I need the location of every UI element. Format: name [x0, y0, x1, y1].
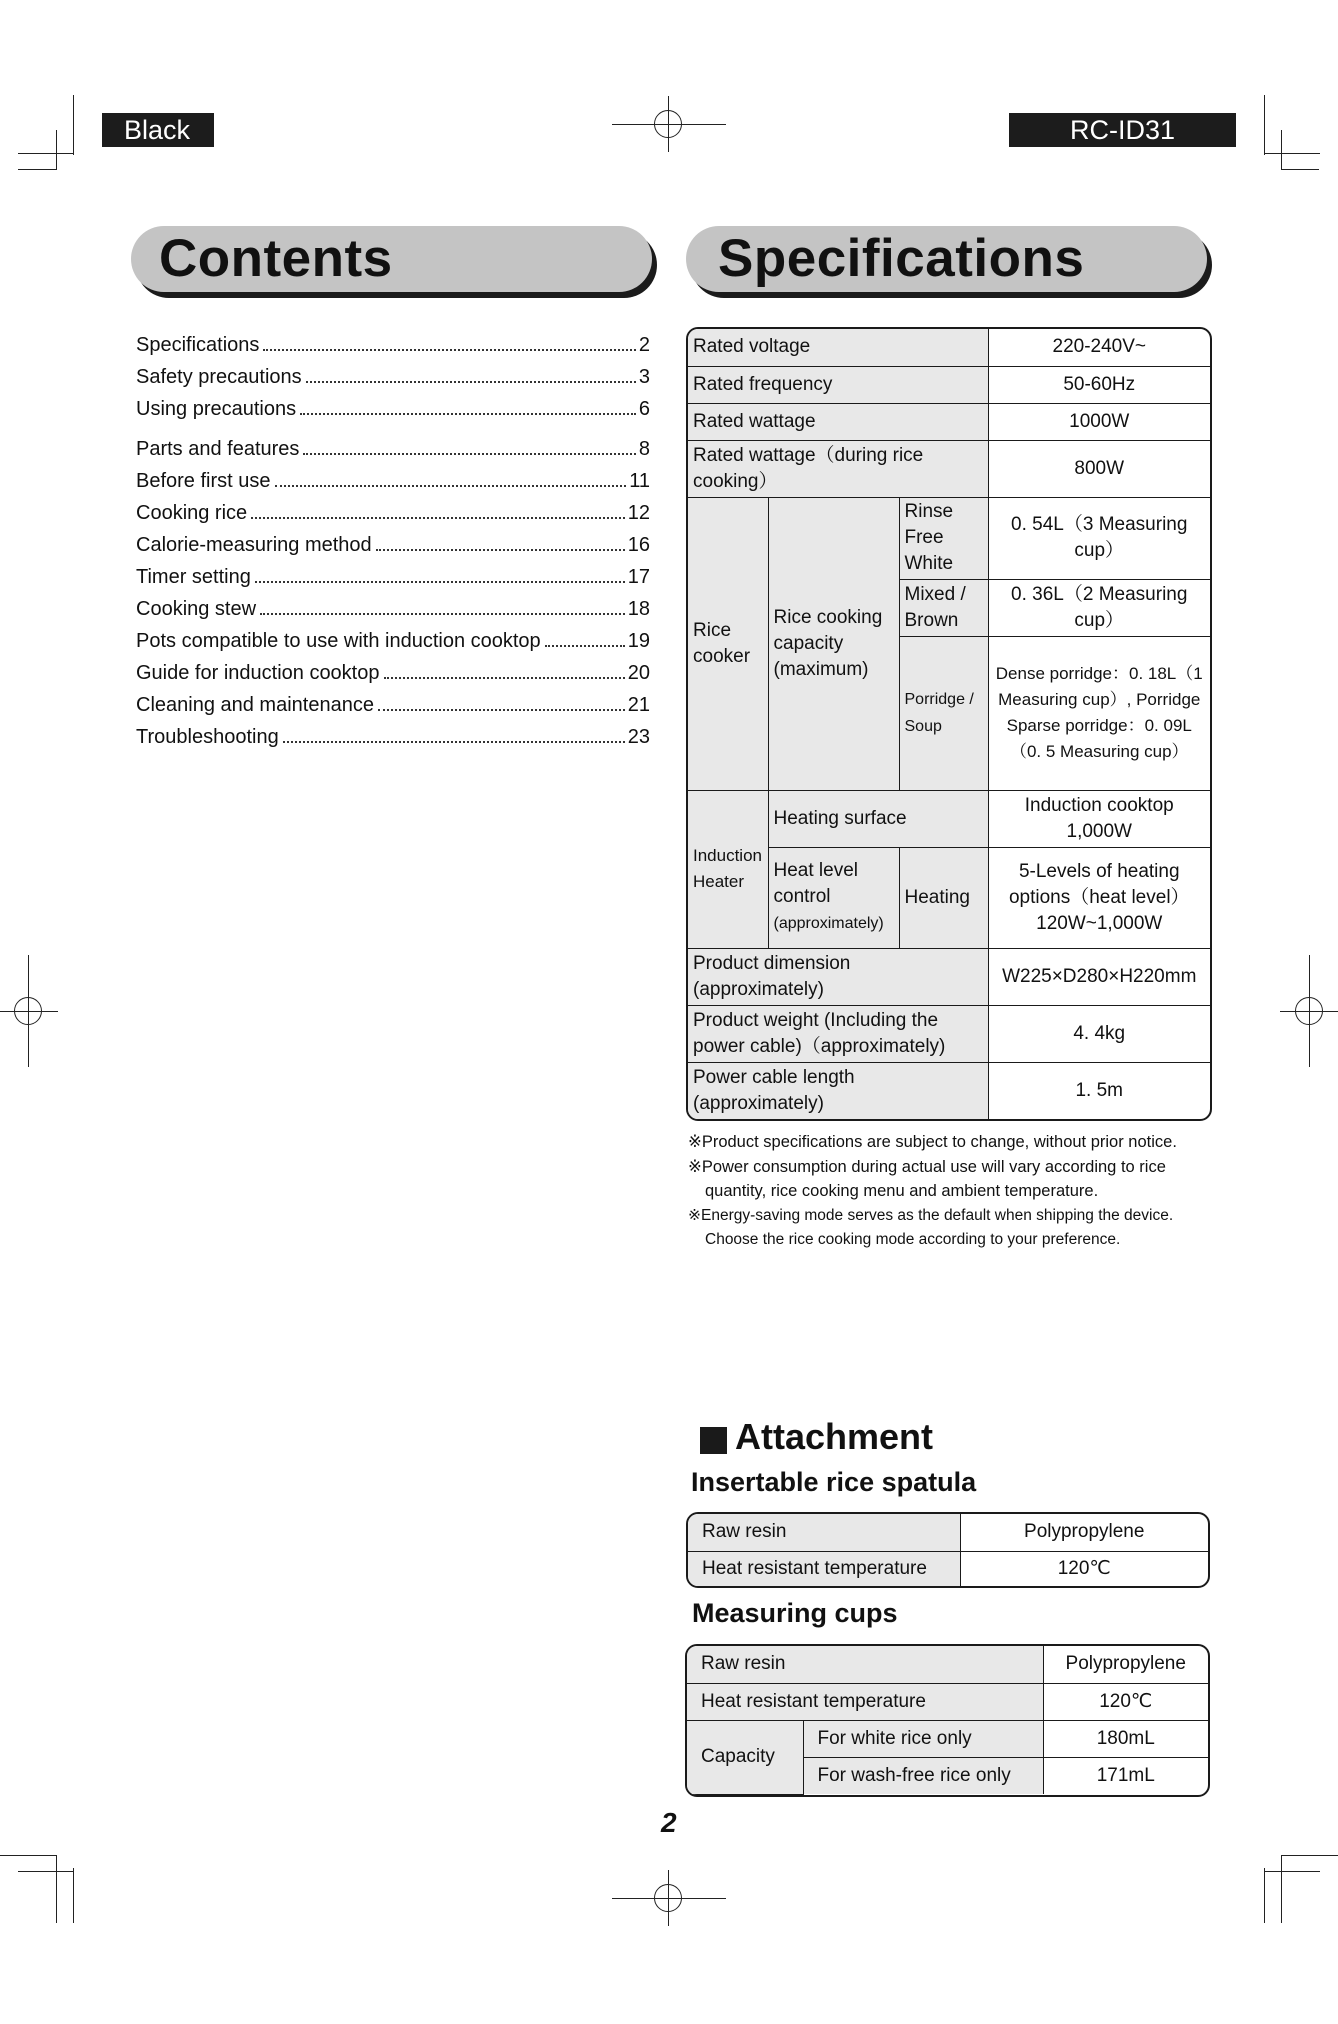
contents-item-page: 8: [638, 438, 650, 460]
cups-heat-label: Heat resistant temperature: [687, 1683, 1043, 1720]
white-rice-value: 180mL: [1043, 1720, 1208, 1757]
contents-item: [136, 438, 650, 470]
contents-item-page: 17: [627, 566, 650, 588]
cable-length-label: Power cable length (approximately): [688, 1062, 988, 1119]
contents-item-title: Cooking rice: [136, 502, 248, 524]
contents-item: [136, 334, 650, 366]
contents-item-page: 18: [627, 598, 650, 620]
contents-item-page: 23: [627, 726, 650, 748]
contents-item-title: Cooking stew: [136, 598, 257, 620]
spatula-resin-value: Polypropylene: [960, 1514, 1208, 1551]
heat-level-label: [768, 847, 899, 948]
contents-item-title: Cleaning and maintenance: [136, 694, 374, 716]
rated-wattage-cooking-label: Rated wattage（during rice cooking）: [688, 440, 988, 497]
contents-item: [136, 366, 650, 398]
contents-item: [136, 726, 650, 758]
contents-item-leader: [384, 677, 625, 679]
contents-item-title: Guide for induction cooktop: [136, 662, 380, 684]
contents-item-leader: [376, 549, 625, 551]
contents-item-title: Safety precautions: [136, 366, 302, 388]
heating-label: Heating: [899, 847, 988, 948]
heat-level-value: 5-Levels of heating options（heat level）120W~1,000W: [988, 847, 1210, 948]
contents-item-leader: [255, 581, 625, 583]
cups-resin-value: Polypropylene: [1043, 1646, 1208, 1683]
color-label-text: Black: [124, 115, 191, 145]
contents-item-leader: [303, 453, 635, 455]
spatula-resin-label: Raw resin: [688, 1514, 960, 1551]
contents-item-leader: [260, 613, 625, 615]
mixed-brown-label: Mixed / Brown: [899, 579, 988, 636]
rated-wattage-value: 1000W: [988, 403, 1210, 440]
rice-cooker-label: Rice cooker: [688, 497, 768, 790]
contents-item: [136, 470, 650, 502]
contents-item-page: 12: [627, 502, 650, 524]
contents-item-page: 6: [638, 398, 650, 420]
dimension-value: W225×D280×H220mm: [988, 948, 1210, 1005]
contents-item: [136, 630, 650, 662]
contents-item: [136, 534, 650, 566]
mixed-brown-value: 0. 36L（2 Measuring cup）: [988, 579, 1210, 636]
contents-item-page: 19: [627, 630, 650, 652]
contents-item-title: Before first use: [136, 470, 271, 492]
spatula-heat-label: Heat resistant temperature: [688, 1551, 960, 1586]
contents-item-leader: [263, 349, 635, 351]
heating-surface-value: Induction cooktop 1,000W: [988, 790, 1210, 847]
attachment-title: Attachment: [735, 1416, 934, 1457]
rated-wattage-label: Rated wattage: [688, 403, 988, 440]
wash-free-label: For wash-free rice only: [803, 1757, 1043, 1794]
cups-title: Measuring cups: [692, 1598, 898, 1628]
rated-voltage-value: 220-240V~: [988, 329, 1210, 366]
contents-item-page: 16: [627, 534, 650, 556]
rinse-free-value: 0. 54L（3 Measuring cup）: [988, 497, 1210, 579]
note-item: ※Energy-saving mode serves as the default when shipping the device. Choose the rice cooking mode according to your preference.: [688, 1206, 1174, 1248]
contents-item: [136, 662, 650, 694]
contents-item-page: 21: [627, 694, 650, 716]
capacity-label: Capacity: [687, 1720, 803, 1794]
model-label-text: RC-ID31: [1069, 115, 1176, 145]
contents-item: [136, 694, 650, 726]
heat-level-label-sub: (approximately): [773, 915, 884, 932]
contents-item-page: 11: [629, 470, 650, 492]
weight-value: 4. 4kg: [988, 1005, 1210, 1062]
porridge-soup-value: Dense porridge：0. 18L（1 Measuring cup）, Porridge Sparse porridge：0. 09L（0. 5 Measuring cup）: [988, 636, 1210, 790]
rinse-free-label: Rinse Free White: [899, 497, 988, 579]
contents-item-leader: [300, 413, 636, 415]
specifications-title: Specifications: [718, 229, 1085, 288]
contents-item-leader: [275, 485, 627, 487]
contents-item-page: 2: [638, 334, 650, 356]
note-item: ※Power consumption during actual use will vary according to rice quantity, rice cooking menu and ambient temperature.: [688, 1157, 1166, 1200]
contents-item-leader: [378, 709, 625, 711]
contents-item: [136, 502, 650, 534]
contents-item: [136, 566, 650, 598]
specification-notes: [688, 1130, 1228, 1253]
contents-item: [136, 598, 650, 630]
dimension-label: Product dimension (approximately): [688, 948, 988, 1005]
rated-voltage-label: Rated voltage: [688, 329, 988, 366]
induction-heater-label: Induction Heater: [688, 790, 768, 948]
spatula-table: [686, 1512, 1210, 1588]
contents-item: [136, 398, 650, 430]
contents-item-leader: [283, 741, 625, 743]
cups-resin-label: Raw resin: [687, 1646, 1043, 1683]
wash-free-value: 171mL: [1043, 1757, 1208, 1794]
cable-length-value: 1. 5m: [988, 1062, 1210, 1119]
contents-item-title: Parts and features: [136, 438, 300, 460]
contents-item-title: Using precautions: [136, 398, 297, 420]
square-bullet-icon: [700, 1427, 727, 1454]
contents-item-leader: [251, 517, 625, 519]
heating-surface-label: Heating surface: [768, 790, 988, 847]
contents-item-leader: [545, 645, 625, 647]
contents-item-title: Calorie-measuring method: [136, 534, 372, 556]
contents-item-page: 3: [638, 366, 650, 388]
white-rice-label: For white rice only: [803, 1720, 1043, 1757]
rated-frequency-label: Rated frequency: [688, 366, 988, 403]
contents-item-page: 20: [627, 662, 650, 684]
contents-item-title: Specifications: [136, 334, 260, 356]
note-item: ※Product specifications are subject to change, without prior notice.: [688, 1133, 1177, 1151]
model-label: [1009, 113, 1236, 147]
contents-title: Contents: [159, 229, 393, 288]
weight-label: Product weight (Including the power cable)（approximately): [688, 1005, 988, 1062]
rated-wattage-cooking-value: 800W: [988, 440, 1210, 497]
cups-table: [685, 1644, 1210, 1797]
color-label: [102, 113, 214, 147]
contents-item-title: Troubleshooting: [136, 726, 279, 748]
spatula-heat-value: 120℃: [960, 1551, 1208, 1586]
cups-heat-value: 120℃: [1043, 1683, 1208, 1720]
contents-item-title: Timer setting: [136, 566, 251, 588]
porridge-label: Porridge / Soup: [904, 691, 974, 735]
contents-item-title: Pots compatible to use with induction cooktop: [136, 630, 541, 652]
porridge-soup-label: [899, 636, 988, 790]
rice-capacity-label: Rice cooking capacity (maximum): [768, 497, 899, 790]
contents-list: [136, 334, 650, 758]
page-number: 2: [661, 1807, 677, 1838]
heat-level-label-main: Heat level control: [773, 860, 858, 907]
rated-frequency-value: 50-60Hz: [988, 366, 1210, 403]
specifications-table: [686, 327, 1212, 1121]
spatula-title: Insertable rice spatula: [691, 1467, 977, 1497]
contents-item-leader: [306, 381, 636, 383]
